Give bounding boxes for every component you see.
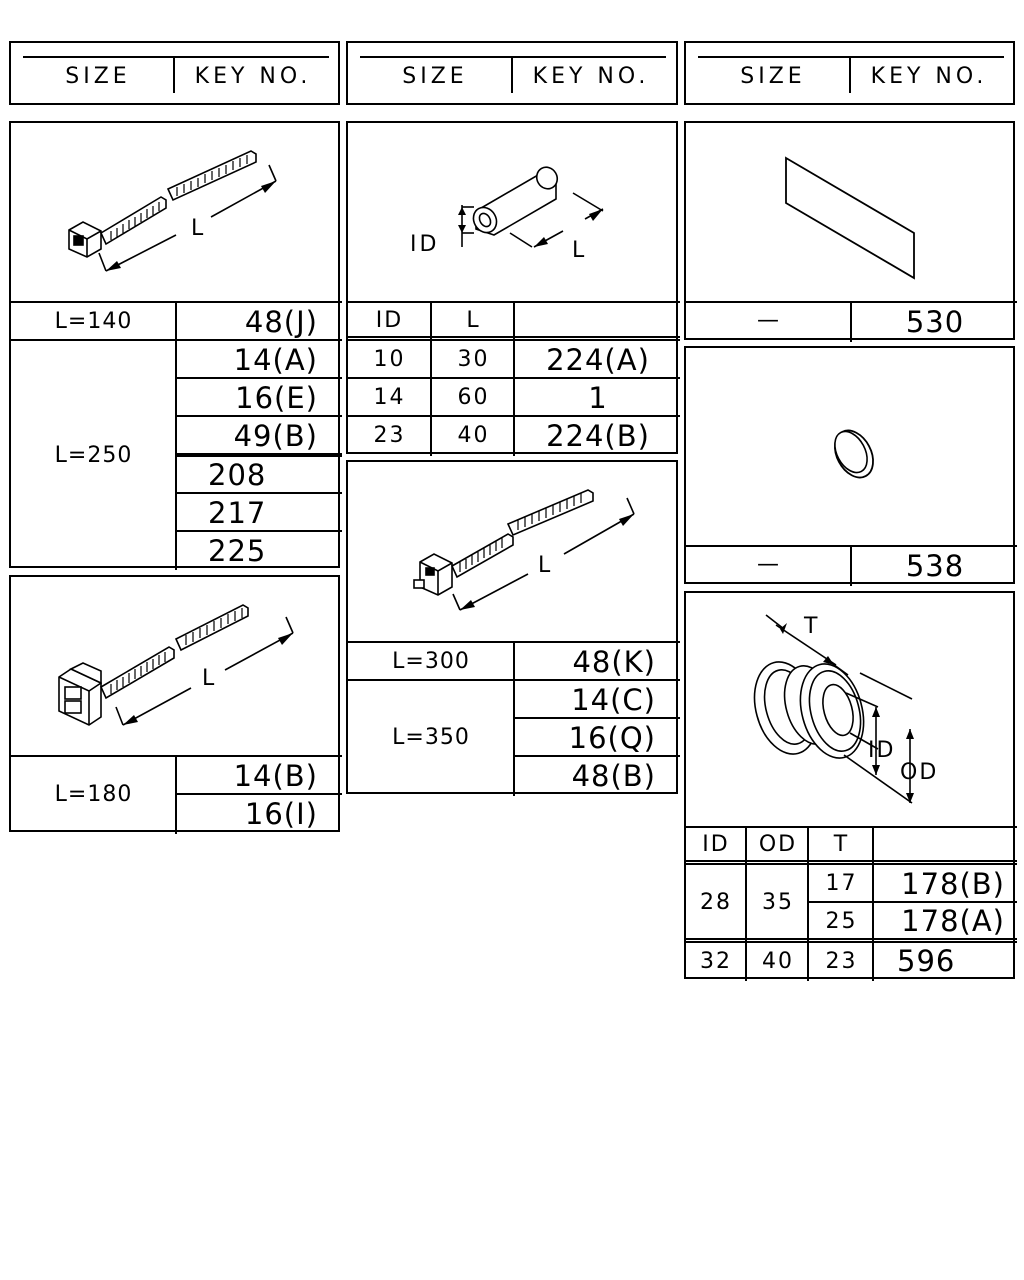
column-header-od: OD (758, 832, 798, 857)
id-dimension-label: ID (868, 738, 896, 763)
key-no-cell: 1 (588, 380, 608, 415)
key-no-cell: 14(B) (233, 758, 318, 793)
key-no-cell: 14(C) (571, 682, 656, 717)
id-cell: 23 (373, 423, 406, 448)
key-no-cell: 225 (208, 533, 267, 568)
key-no-cell: 49(B) (233, 418, 318, 453)
od-cell: 35 (762, 889, 794, 915)
key-no-cell: 178(A) (901, 904, 1005, 938)
key-no-cell: 16(Q) (568, 720, 656, 755)
length-dimension-label: L (202, 666, 215, 691)
grommet-panel (684, 591, 1015, 979)
header-key-label: KEY NO. (194, 64, 312, 89)
key-no-cell: 538 (905, 548, 965, 583)
key-no-cell: 217 (208, 495, 267, 530)
length-dimension-label: L (191, 216, 204, 241)
header-size-label: SIZE (740, 64, 806, 89)
id-cell: 32 (700, 948, 732, 974)
cable-tie-180-panel (9, 575, 340, 832)
size-cell: L=180 (54, 782, 133, 807)
column-header-l: L (466, 307, 481, 333)
header-col-1 (9, 41, 340, 105)
key-no-cell: 208 (208, 457, 267, 492)
key-no-cell: 596 (897, 944, 956, 978)
size-cell: L=250 (54, 443, 133, 468)
disc-panel (684, 346, 1015, 584)
header-key-label: KEY NO. (870, 64, 988, 89)
key-no-cell: 530 (905, 304, 965, 339)
size-cell: — (757, 552, 780, 577)
size-cell: L=140 (54, 309, 133, 334)
key-no-cell: 16(I) (244, 796, 318, 831)
key-no-cell: 178(B) (901, 866, 1005, 901)
length-cell: 40 (457, 423, 490, 448)
length-cell: 30 (457, 347, 490, 372)
key-no-cell: 48(B) (571, 758, 656, 793)
thickness-dimension-label: T (804, 614, 818, 639)
column-header-id: ID (375, 307, 404, 333)
od-dimension-label: OD (900, 760, 939, 785)
thickness-cell: 23 (825, 948, 858, 974)
header-key-label: KEY NO. (532, 64, 650, 89)
size-cell: — (757, 308, 780, 333)
header-size-label: SIZE (402, 64, 468, 89)
key-no-cell: 16(E) (235, 380, 318, 415)
length-dimension-label: L (572, 238, 585, 263)
id-dimension-label: ID (410, 232, 440, 257)
sheet-panel (684, 121, 1015, 340)
header-size-label: SIZE (65, 64, 131, 89)
cable-tie-300-350-panel (346, 460, 678, 794)
id-cell: 14 (373, 385, 406, 410)
key-no-cell: 224(B) (546, 418, 650, 453)
column-header-id: ID (702, 832, 730, 857)
cable-tie-140-250-panel (9, 121, 340, 568)
size-cell: L=350 (392, 725, 470, 750)
tube-panel (346, 121, 678, 454)
column-header-t: T (833, 832, 850, 857)
id-cell: 10 (373, 347, 406, 372)
od-cell: 40 (762, 948, 794, 974)
length-cell: 60 (457, 385, 490, 410)
key-no-cell: 48(K) (572, 644, 656, 679)
key-no-cell: 14(A) (233, 342, 318, 377)
header-col-3 (684, 41, 1015, 105)
length-dimension-label: L (538, 553, 551, 578)
size-cell: L=300 (392, 649, 470, 674)
thickness-cell: 25 (825, 908, 858, 934)
key-no-cell: 48(J) (244, 304, 318, 339)
id-cell: 28 (700, 889, 732, 915)
key-no-cell: 224(A) (546, 342, 650, 377)
header-col-2 (346, 41, 678, 105)
thickness-cell: 17 (825, 871, 858, 896)
